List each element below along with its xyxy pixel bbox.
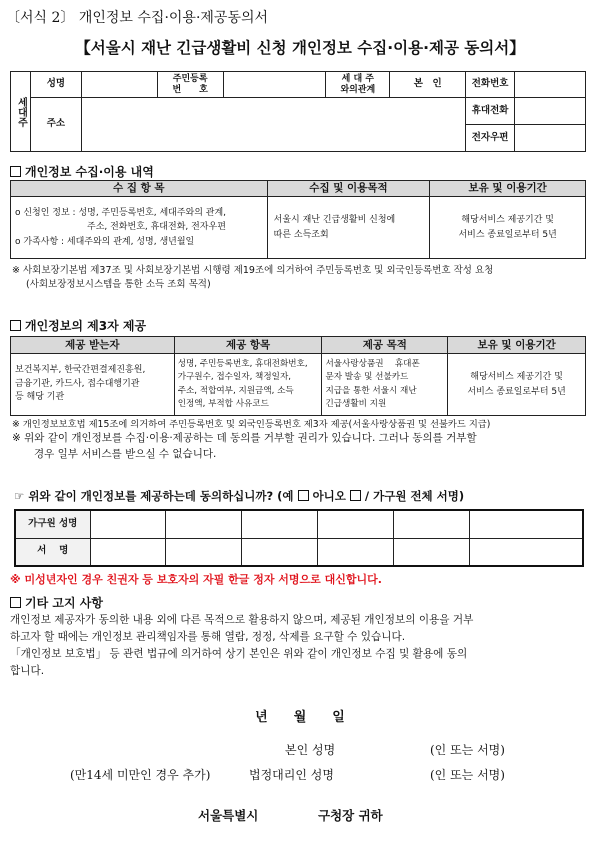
relation-label: 세 대 주 와의관계 [326, 72, 390, 98]
address-field[interactable] [81, 98, 465, 152]
name-label: 성명 [30, 72, 81, 98]
collect-header-period: 보유 및 이용기간 [430, 181, 586, 197]
household-side-label: 세대주 [11, 72, 31, 152]
email-field[interactable] [515, 125, 586, 152]
recipient-office: 구청장 귀하 [318, 808, 383, 823]
member-sign-field[interactable] [166, 538, 242, 566]
third-purpose: 서울사랑상품권 휴대폰 문자 발송 및 선불카드 지급을 통한 서울시 재난 긴급생활비 지원 [322, 354, 448, 416]
guardian-sign-field[interactable]: (인 또는 서명) [430, 768, 505, 782]
member-sign-field[interactable] [469, 538, 583, 566]
member-sign-field[interactable] [242, 538, 318, 566]
member-sign-field[interactable] [393, 538, 469, 566]
member-name-field[interactable] [242, 510, 318, 538]
member-name-label: 가구원 성명 [15, 510, 90, 538]
consent-no-checkbox[interactable] [350, 490, 361, 501]
collect-heading: 개인정보 수집·이용 내역 [10, 163, 154, 180]
page-title: 【서울시 재난 긴급생활비 신청 개인정보 수집·이용·제공 동의서】 [75, 39, 525, 57]
name-field[interactable] [81, 72, 157, 98]
third-notes: ※ 개인정보보호법 제15조에 의거하여 주민등록번호 및 외국인등록번호 제3자 제공(서울사랑상품권 및 선불카드 지급) ※ 위와 같이 개인정보를 수집·이용·제공하는 데 동의를 거부할 권리가 있습니다. 그러나 동의를 거부할 경우 일부 서비스를 받으실 수 없습니다. [12, 419, 491, 460]
consent-question: ☞ 위와 같이 개인정보를 제공하는데 동의하십니까? (예 아니오 / 가구원 전체 서명) [14, 489, 465, 503]
household-table [10, 71, 586, 152]
self-name-label: 본인 성명 [285, 743, 336, 757]
checkbox-icon [10, 320, 21, 331]
third-header-recipient: 제공 받는자 [11, 337, 175, 354]
email-label: 전자우편 [466, 125, 515, 152]
self-sign-field[interactable]: (인 또는 서명) [430, 743, 505, 757]
collect-purpose: 서울시 재난 긴급생활비 신청에 따른 소득조회 [267, 197, 430, 259]
collect-note: ※ 사회보장기본법 제37조 및 사회보장기본법 시행령 제19조에 의거하여 주민등록번호 및 외국인등록번호 작성 요청 (사회보장정보시스템을 통한 소득 조회 목적) [12, 265, 494, 290]
address-label: 주소 [30, 98, 81, 152]
checkbox-icon [10, 597, 21, 608]
minor-note: (만14세 미만인 경우 추가) [70, 768, 211, 782]
other-heading: 기타 고지 사항 [10, 594, 103, 611]
third-items: 성명, 주민등록번호, 휴대전화번호, 가구원수, 접수일자, 책정일자, 주소, 적합여부, 지원금액, 소득 인정액, 부적합 사유코드 [174, 354, 322, 416]
third-header-period: 보유 및 이용기간 [448, 337, 586, 354]
member-name-field[interactable] [469, 510, 583, 538]
phone-field[interactable] [515, 72, 586, 98]
minor-warning: ※ 미성년자인 경우 친권자 등 보호자의 자필 한글 정자 서명으로 대신합니다. [10, 573, 382, 586]
consent-yes-checkbox[interactable] [298, 490, 309, 501]
form-label: 〔서식 2〕 개인정보 수집·이용·제공동의서 [6, 10, 269, 26]
recipient-city: 서울특별시 [198, 808, 259, 823]
member-name-field[interactable] [393, 510, 469, 538]
mobile-label: 휴대전화 [466, 98, 515, 125]
third-table [10, 336, 586, 416]
collect-header-purpose: 수집 및 이용목적 [267, 181, 430, 197]
collect-period: 해당서비스 제공기간 및 서비스 종료일로부터 5년 [430, 197, 586, 259]
third-header-items: 제공 항목 [174, 337, 322, 354]
member-sign-table [14, 509, 584, 567]
third-header-purpose: 제공 목적 [322, 337, 448, 354]
rrn-label: 주민등록 번 호 [157, 72, 223, 98]
member-name-field[interactable] [90, 510, 166, 538]
member-sign-field[interactable] [90, 538, 166, 566]
guardian-name-label: 법정대리인 성명 [249, 768, 334, 782]
signature-date: 년 월 일 [255, 710, 345, 725]
collect-header-items: 수 집 항 목 [11, 181, 268, 197]
relation-value: 본 인 [390, 72, 466, 98]
rrn-field[interactable] [223, 72, 326, 98]
third-heading: 개인정보의 제3자 제공 [10, 317, 146, 334]
collect-items: o 신청인 정보 : 성명, 주민등록번호, 세대주와의 관계, 주소, 전화번호, 휴대전화, 전자우편 o 가족사항 : 세대주와의 관계, 성명, 생년월일 [11, 197, 268, 259]
phone-label: 전화번호 [466, 72, 515, 98]
third-recipients: 보건복지부, 한국간편결제진흥원, 금융기관, 카드사, 접수대행기관 등 해당 기관 [11, 354, 175, 416]
mobile-field[interactable] [515, 98, 586, 125]
third-period: 해당서비스 제공기간 및 서비스 종료일로부터 5년 [448, 354, 586, 416]
member-sign-field[interactable] [318, 538, 394, 566]
member-sign-label: 서 명 [15, 538, 90, 566]
other-body: 개인정보 제공자가 동의한 내용 외에 다른 목적으로 활용하지 않으며, 제공된 개인정보의 이용을 거부 하고자 할 때에는 개인정보 관리책임자를 통해 열람, 정정, 삭제를 요구할 수 있습니다. 「개인정보 보호법」 등 관련 법규에 의거하여 상기 본인은 위와 같이 개인정보 수집 및 활용에 동의 합니다. [10, 614, 474, 677]
checkbox-icon [10, 166, 21, 177]
member-name-field[interactable] [166, 510, 242, 538]
collect-table [10, 180, 586, 259]
member-name-field[interactable] [318, 510, 394, 538]
